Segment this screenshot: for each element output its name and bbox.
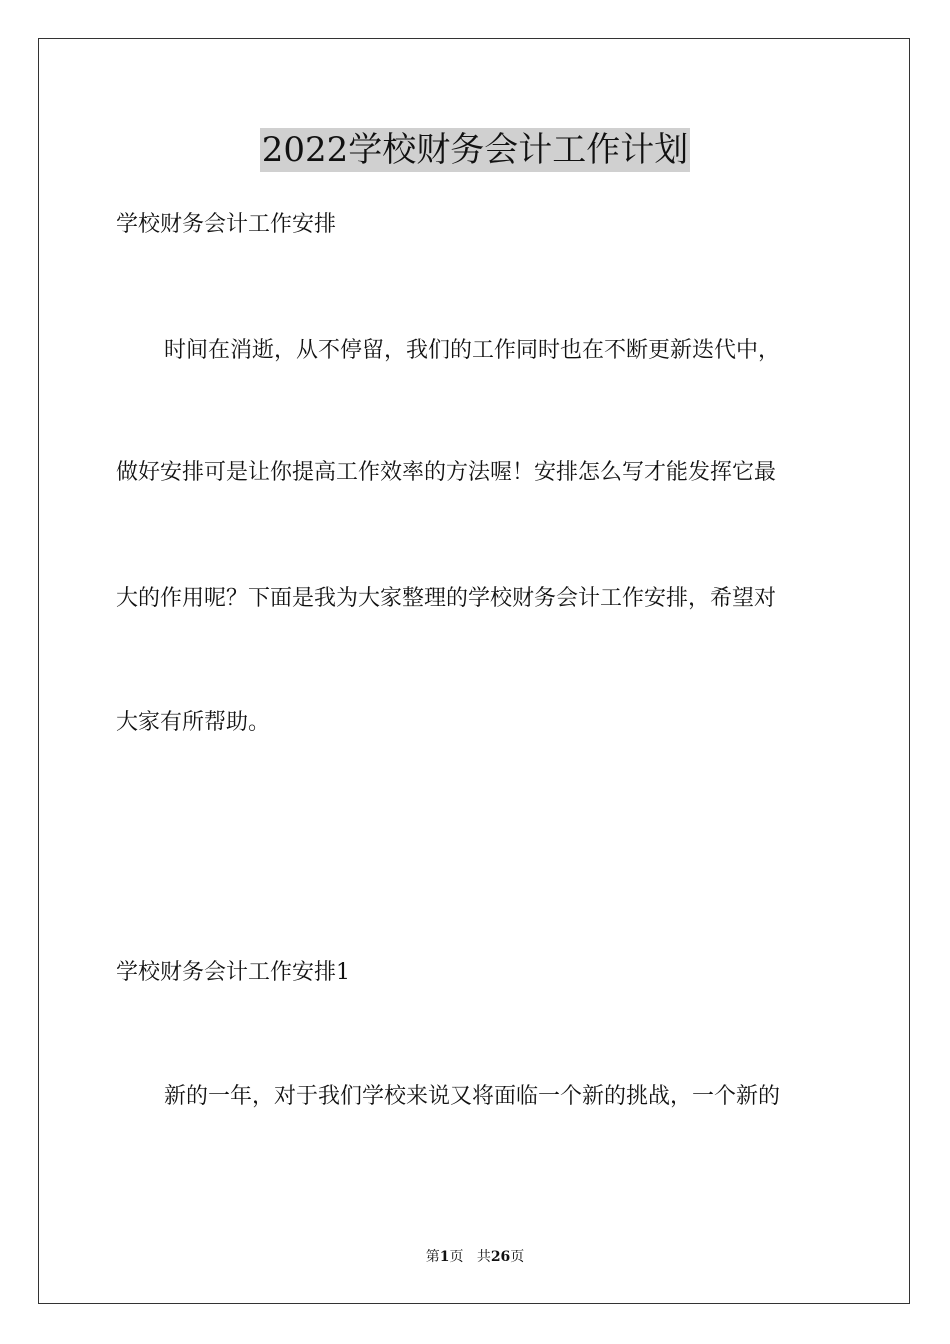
title-container	[0, 128, 950, 172]
paragraph-line: 时间在消逝，从不停留，我们的工作同时也在不断更新迭代中，	[164, 338, 781, 363]
section-heading: 学校财务会计工作安排1	[116, 960, 350, 985]
page-label-prefix: 第	[425, 1249, 440, 1265]
paragraph-line: 新的一年，对于我们学校来说又将面临一个新的挑战，一个新的	[164, 1084, 781, 1109]
subtitle: 学校财务会计工作安排	[116, 212, 337, 237]
page-footer	[0, 1248, 950, 1266]
total-label-prefix: 共	[476, 1249, 491, 1265]
total-pages: 26	[490, 1249, 511, 1265]
paragraph-line: 大家有所帮助。	[116, 710, 271, 735]
total-label-suffix: 页	[510, 1249, 525, 1265]
paragraph-line: 大的作用呢？下面是我为大家整理的学校财务会计工作安排，希望对	[116, 586, 777, 611]
page-label-suffix: 页	[449, 1249, 464, 1265]
document-title: 2022学校财务会计工作计划	[261, 130, 689, 170]
page-number: 1	[439, 1249, 450, 1265]
paragraph-line: 做好安排可是让你提高工作效率的方法喔！安排怎么写才能发挥它最	[116, 460, 777, 485]
